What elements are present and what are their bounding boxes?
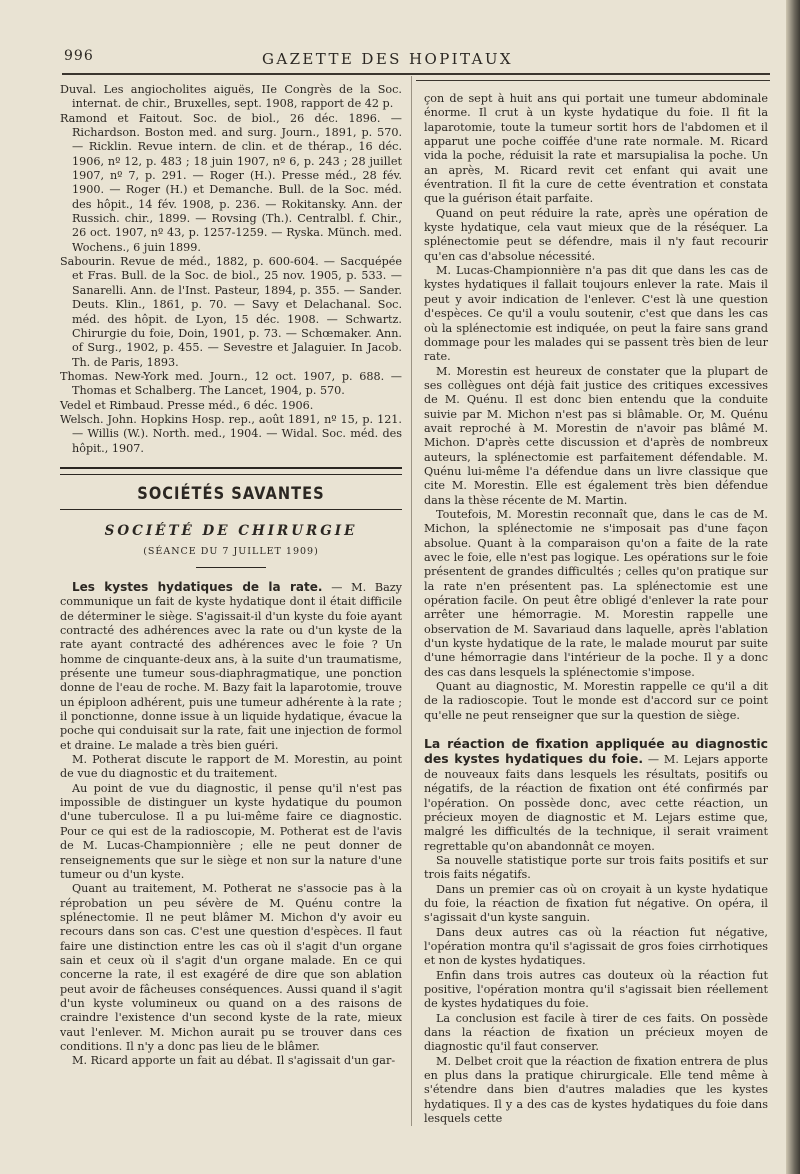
- article-paragraph: M. Ricard apporte un fait au débat. Il s'agissait d'un gar-: [72, 1054, 396, 1068]
- article-paragraph: Dans deux autres cas où la réaction fut négative, l'opération montra qu'il s'agissait de gros foies cirrhotiques et non de kystes hydatiques.: [424, 925, 768, 968]
- article-paragraph: Quant au traitement, M. Potherat ne s'associe pas à la réprobation un peu sévère de M. Quénu contre la splénectomie. Il ne peut blâmer M. Michon d'y avoir eu recours dans son cas. C'est une question d'espèces. Il faut faire une distinction entre les cas où il s'agit d'un organe sain et ceux où il s'agit d'un organe malade. En ce qui concerne la rate, il est exagéré de dire que son ablation peut avoir de fâcheuses conséquences. Aussi quand il s'agit d'un kyste volumineux ou quand on a des raisons de craindre l'existence d'un second kyste de la rate, mieux vaut l'enlever. M. Michon aurait pu se trouver dans ces conditions. Il n'y a donc pas lieu de le blâmer.: [60, 882, 402, 1053]
- running-title: GAZETTE DES HOPITAUX: [262, 50, 513, 68]
- article-paragraph: Sa nouvelle statistique porte sur trois faits positifs et sur trois faits négatifs.: [424, 853, 768, 882]
- left-column: [60, 83, 402, 1069]
- right-column: [424, 92, 768, 1126]
- section-title-rule: [60, 509, 402, 510]
- reference-entry: Welsch. John. Hopkins Hosp. rep., août 1891, nº 15, p. 121. — Willis (W.). North. med., 1904. — Widal. Soc. méd. des hôpit., 1907.: [60, 412, 402, 455]
- section-separator-rule: [60, 467, 402, 475]
- article-paragraph: M. Potherat discute le rapport de M. Morestin, au point de vue du diagnostic et du traitement.: [60, 753, 402, 781]
- short-divider-rule: [196, 567, 266, 568]
- page-number: 996: [64, 48, 94, 64]
- article-headline: Les kystes hydatiques de la rate.: [72, 579, 323, 594]
- reference-entry: Vedel et Rimbaud. Presse méd., 6 déc. 1906.: [60, 398, 314, 412]
- article-paragraph: [424, 737, 768, 854]
- paragraph-text: — M. Bazy communique un fait de kyste hydatique dont il était difficile de déterminer le siège. S'agissait-il d'un kyste du foie ayant contracté des adhérences avec la rate ou d'un kyste de la rate ayant contracté des adhérences avec le foie ? Un homme de cinquante-deux ans, à la suite d'un traumatisme, présente une tumeur sous-diaphragmatique, une ponction donne de l'eau de roche. M. Bazy fait la laparotomie, trouve un épiploon adhérent, puis une tumeur adhérente à la rate ; il ponctionne, donne issue à un liquide hydatique, évacue la poche qui conduisait sur la rate, fait une injection de formol et draine. Le malade a très bien guéri.: [60, 580, 403, 752]
- article-paragraph: La conclusion est facile à tirer de ces faits. On possède dans la réaction de fixation un précieux moyen de diagnostic qu'il faut conserver.: [424, 1011, 768, 1054]
- article-paragraph: Au point de vue du diagnostic, il pense qu'il n'est pas impossible de distinguer un kyste hydatique du poumon d'une tuberculose. Il a pu lui-même faire ce diagnostic. Pour ce qui est de la radioscopie, M. Potherat est de l'avis de M. Lucas-Championnière ; elle ne peut donner de renseignements que sur le siège et non sur la nature d'une tumeur ou d'un kyste.: [60, 781, 402, 881]
- article-paragraph: Enfin dans trois autres cas douteux où la réaction fut positive, l'opération montra qu'il s'agissait bien réellement de kystes hydatiques du foie.: [424, 968, 768, 1011]
- article-paragraph: [60, 580, 402, 753]
- article-paragraph: M. Delbet croit que la réaction de fixation entrera de plus en plus dans la pratique chirurgicale. Elle tend même à s'étendre dans bien d'autres maladies que les kystes hydatiques. Il y a des cas de kystes hydatiques du foie dans lesquels cette: [424, 1054, 768, 1126]
- reference-entry: Sabourin. Revue de méd., 1882, p. 600-604. — Sacquépée et Fras. Bull. de la Soc. de biol., 25 nov. 1905, p. 533. — Sanarelli. Ann. de l'Inst. Pasteur, 1894, p. 355. — Sander. Deuts. Klin., 1861, p. 70. — Savy et Delachanal. Soc. méd. des hôpit. de Lyon, 15 déc. 1908. — Schwartz. Chirurgie du foie, Doin, 1901, p. 73. — Schœmaker. Ann. of Surg., 1902, p. 455. — Sevestre et Jalaguier. In Jacob. Th. de Paris, 1893.: [60, 255, 402, 369]
- section-title: SOCIÉTÉS SAVANTES: [137, 483, 325, 504]
- article-paragraph: M. Morestin est heureux de constater que la plupart de ses collègues ont déjà fait justice des critiques excessives de M. Quénu. Il est donc bien entendu que la conduite suivie par M. Michon n'est pas si blâmable. Or, M. Quénu avait reproché à M. Morestin de n'avoir pas blâmé M. Michon. D'après cette discussion et d'après de nombreux auteurs, la splénectomie est parfaitement défendable. M. Quénu lui-même l'a défendue dans un livre classique que cite M. Morestin. Elle est également très bien défendue dans la thèse récente de M. Martin.: [424, 364, 768, 507]
- article-paragraph: Toutefois, M. Morestin reconnaît que, dans le cas de M. Michon, la splénectomie ne s'imposait pas d'une façon absolue. Quant à la comparaison qu'on a faite de la rate avec le foie, elle n'est pas logique. Les opérations sur le foie présentent de grandes difficultés ; celles qu'on pratique sur la rate n'en présentent pas. La splénectomie est une opération facile. On peut être obligé d'enlever la rate pour arrêter une hémorragie. M. Morestin rappelle une observation de M. Savariaud dans laquelle, après l'ablation d'un kyste hydatique de la rate, le malade mourut par suite d'une hémorragie dans l'intérieur de la poche. Il y a donc des cas dans lesquels la splénectomie s'impose.: [424, 507, 768, 679]
- article-paragraph: Quant au diagnostic, M. Morestin rappelle ce qu'il a dit de la radioscopie. Tout le monde est d'accord sur ce point qu'elle ne peut renseigner que sur la question de siège.: [424, 680, 768, 722]
- society-title: SOCIÉTÉ DE CHIRURGIE: [104, 523, 358, 540]
- article-headline: La réaction de fixation appliquée au diagnostic des kystes hydatiques du foie.: [424, 736, 768, 767]
- article-paragraph: Dans un premier cas où on croyait à un kyste hydatique du foie, la réaction de fixation fut négative. On opéra, il s'agissait d'un kyste sanguin.: [424, 882, 768, 925]
- article-paragraph: Quand on peut réduire la rate, après une opération de kyste hydatique, cela vaut mieux que de la réséquer. La splénectomie peut se défendre, mais il n'y faut recourir qu'en cas d'absolue nécessité.: [424, 206, 768, 263]
- header-rule: [62, 73, 770, 75]
- session-date: (SÉANCE DU 7 JUILLET 1909): [143, 545, 319, 557]
- paragraph-text: — M. Lejars apporte de nouveaux faits dans lesquels les résultats, positifs ou négatifs, de la réaction de fixation ont été confirmés par l'opération. On possède donc, avec cette réaction, un précieux moyen de diagnostic et M. Lejars estime que, malgré les difficultés de la technique, il serait vraiment regrettable qu'on abandonnât ce moyen.: [424, 753, 769, 853]
- reference-entry: Thomas. New-York med. Journ., 12 oct. 1907, p. 688. — Thomas et Schalberg. The Lancet, 1904, p. 570.: [60, 369, 402, 398]
- article-paragraph: çon de sept à huit ans qui portait une tumeur abdominale énorme. Il crut à un kyste hydatique du foie. Il fit la laparotomie, toute la tumeur sortit hors de l'abdomen et il apparut une poche coiffée d'une rate normale. M. Ricard vida la poche, réduisit la rate et marsupialisa la poche. Un an après, M. Ricard revit cet enfant qui avait une éventration. Il fit la cure de cette éventration et constata que la guérison était parfaite.: [424, 92, 768, 206]
- reference-entry: Ramond et Faitout. Soc. de biol., 26 déc. 1896. — Richardson. Boston med. and surg. Journ., 1891, p. 570. — Ricklin. Revue intern. de clin. et de thérap., 16 déc. 1906, nº 12, p. 483 ; 18 juin 1907, nº 6, p. 243 ; 28 juillet 1907, nº 7, p. 291. — Roger (H.). Presse méd., 28 fév. 1900. — Roger (H.) et Demanche. Bull. de la Soc. méd. des hôpit., 14 fév. 1908, p. 236. — Rokitansky. Ann. der Russich. chir., 1899. — Rovsing (Th.). Centralbl. f. Chir., 26 oct. 1907, nº 43, p. 1257-1259. — Ryska. Münch. med. Wochens., 6 juin 1899.: [60, 111, 402, 254]
- reference-entry: Duval. Les angiocholites aiguës, IIe Congrès de la Soc. internat. de chir., Bruxelles, sept. 1908, rapport de 42 p.: [60, 83, 402, 111]
- article-paragraph: M. Lucas-Championnière n'a pas dit que dans les cas de kystes hydatiques il fallait toujours enlever la rate. Mais il peut y avoir indication de l'enlever. C'est là une question d'espèces. Ce qu'il a voulu soutenir, c'est que dans les cas où la splénectomie est indiquée, on peut la faire sans grand dommage pour les malades qui se passent très bien de leur rate.: [424, 264, 768, 364]
- column-divider: [411, 76, 412, 1126]
- right-column-top-rule: [416, 80, 770, 81]
- page-binding-edge: [786, 0, 800, 1174]
